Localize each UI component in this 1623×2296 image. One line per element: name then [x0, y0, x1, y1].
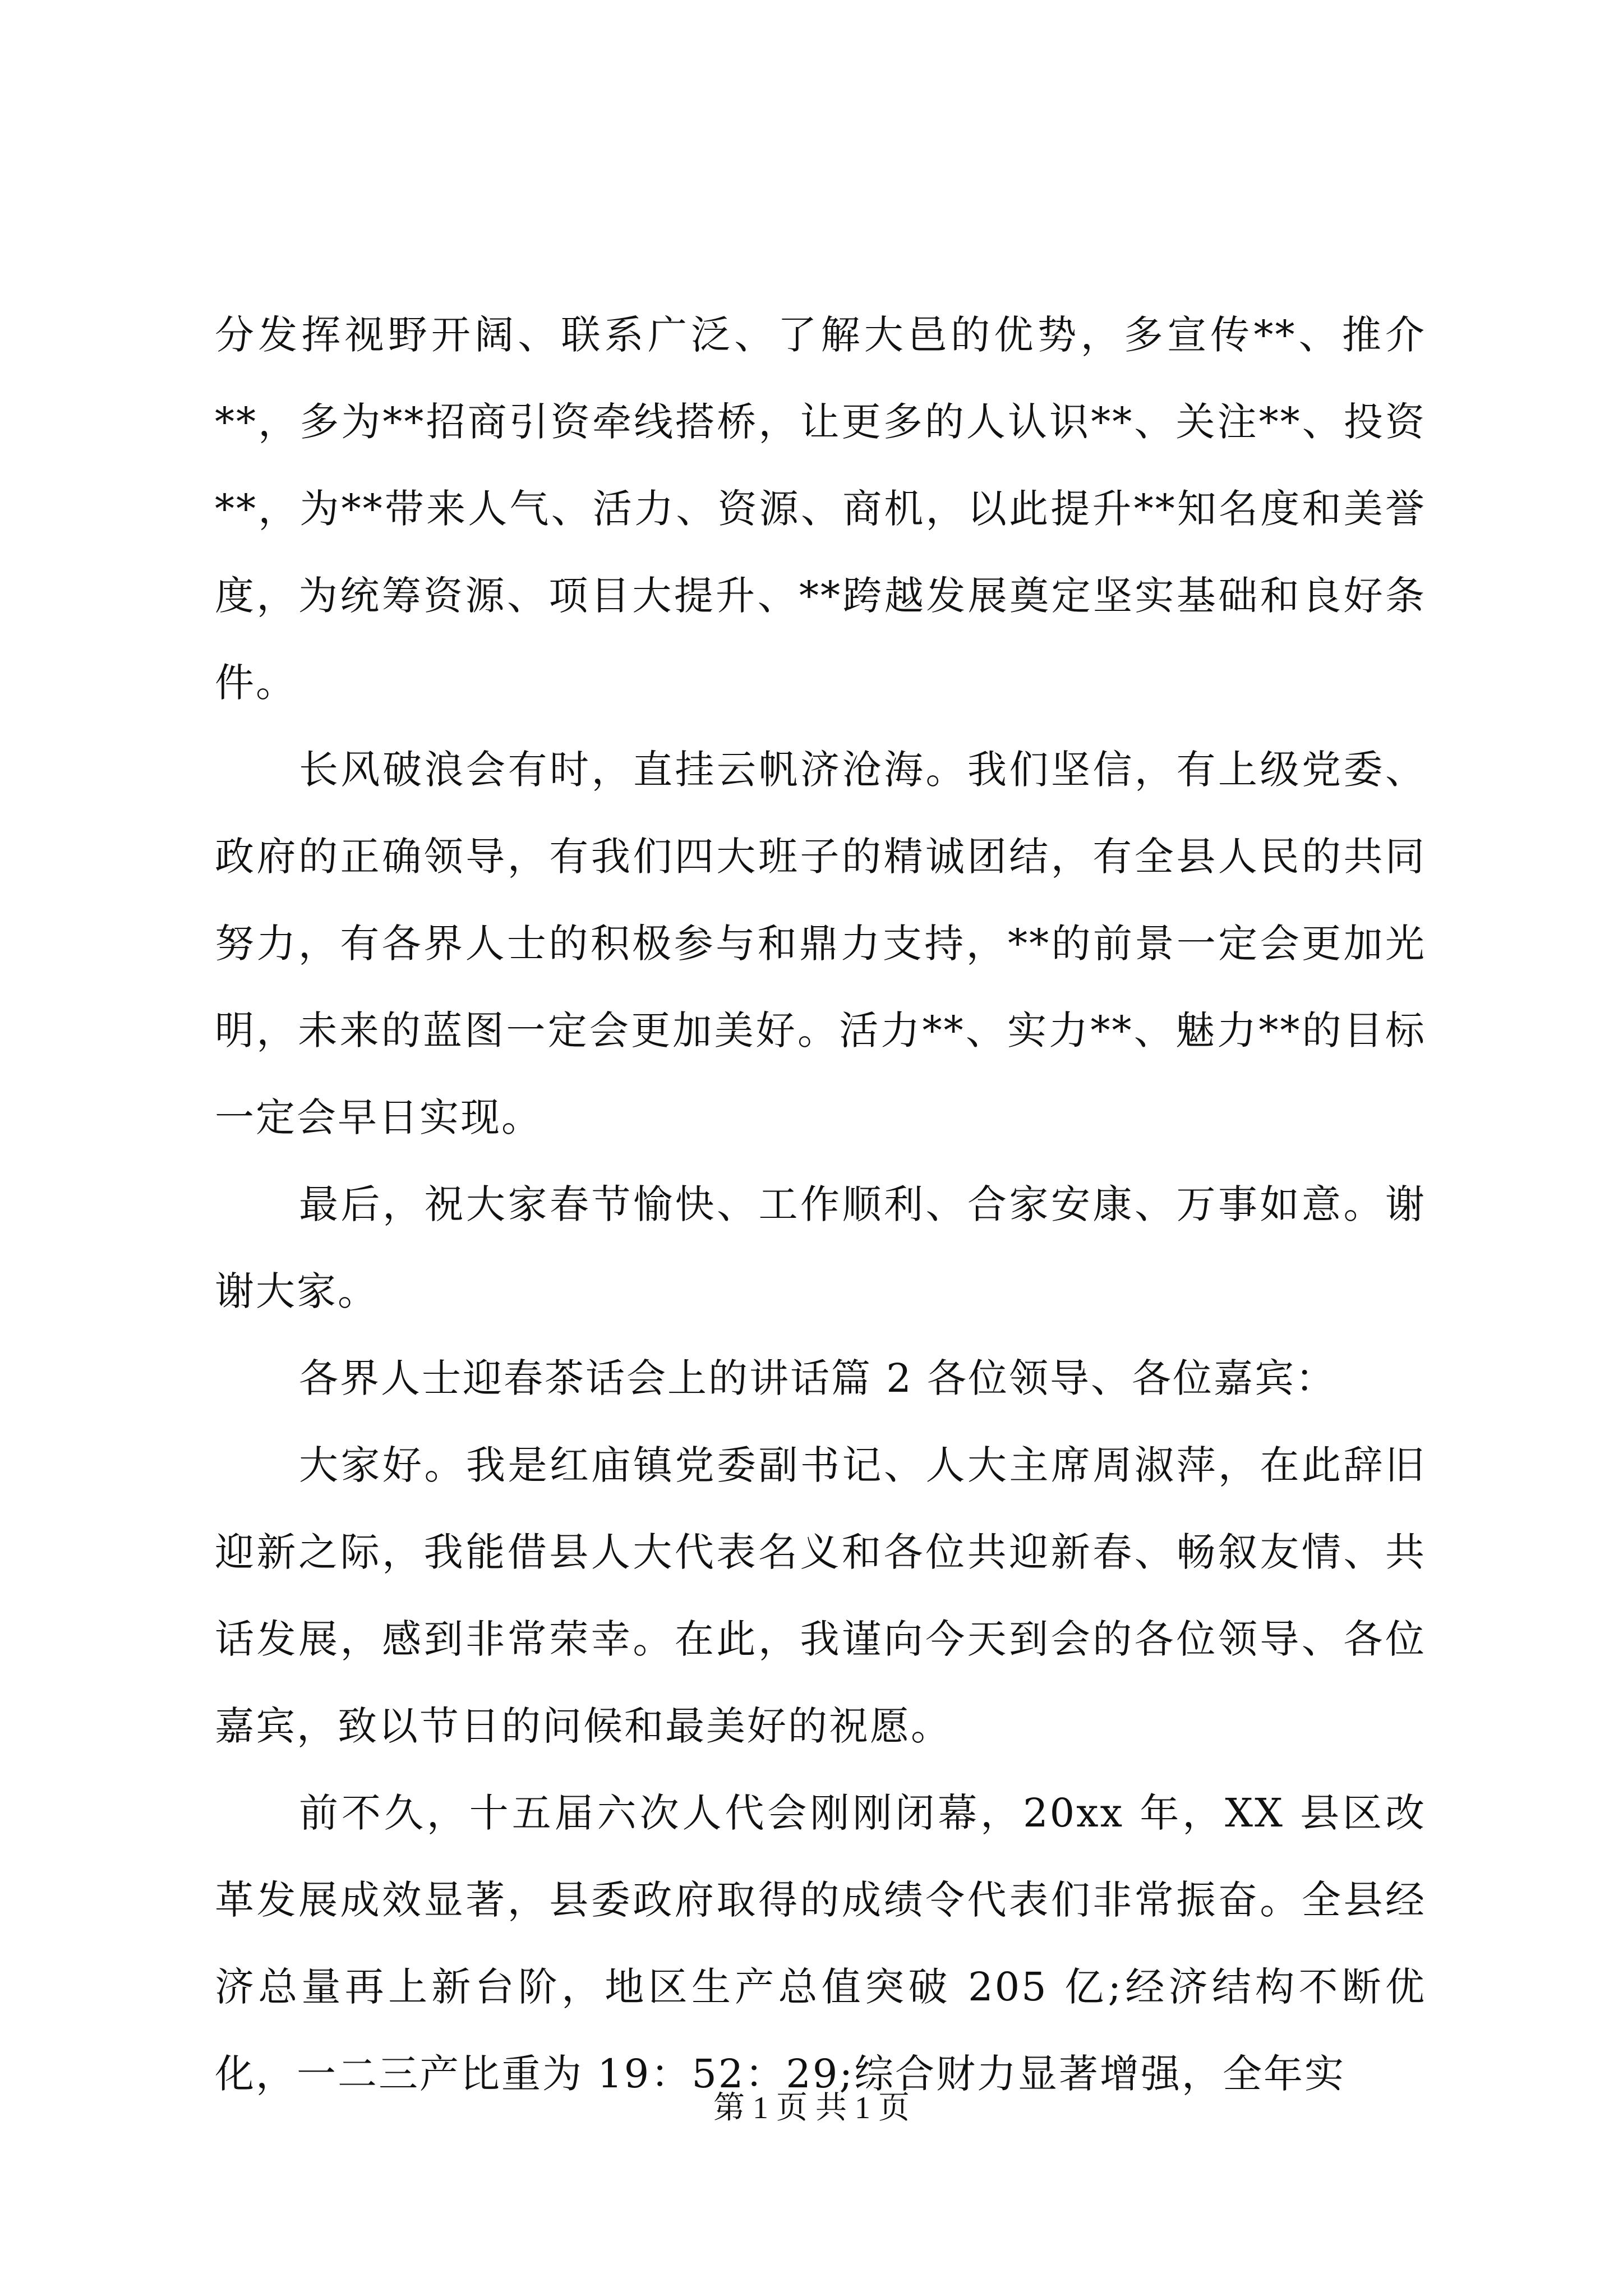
paragraph-1: 分发挥视野开阔、联系广泛、了解大邑的优势，多宣传**、推介**，多为**招商引资牵线搭桥，让更多的人认识**、关注**、投资**，为**带来人气、活力、资源、商机，以此提升**知名度和美誉度，为统筹资源、项目大提升、**跨越发展奠定坚实基础和良好条件。 — [215, 312, 1426, 706]
paragraph-3: 最后，祝大家春节愉快、工作顺利、合家安康、万事如意。谢谢大家。 — [215, 1181, 1426, 1314]
page-footer: 第 1 页 共 1 页 — [713, 2091, 910, 2125]
paragraph-4: 各界人士迎春茶话会上的讲话篇 2 各位领导、各位嘉宾： — [299, 1355, 1337, 1401]
paragraph-5: 大家好。我是红庙镇党委副书记、人大主席周淑萍，在此辞旧迎新之际，我能借县人大代表名义和各位共迎新春、畅叙友情、共话发展，感到非常荣幸。在此，我谨向今天到会的各位领导、各位嘉宾，致以节日的问候和最美好的祝愿。 — [215, 1442, 1426, 1749]
paragraph-2: 长风破浪会有时，直挂云帆济沧海。我们坚信，有上级党委、政府的正确领导，有我们四大班子的精诚团结，有全县人民的共同努力，有各界人士的积极参与和鼎力支持，**的前景一定会更加光明，未来的蓝图一定会更加美好。活力**、实力**、魅力**的目标一定会早日实现。 — [215, 747, 1426, 1140]
paragraph-6: 前不久，十五届六次人代会刚刚闭幕，20xx 年，XX 县区改革发展成效显著，县委政府取得的成绩令代表们非常振奋。全县经济总量再上新台阶，地区生产总值突破 205 亿;经济结构不断优化，一二三产比重为 19：52：29;综合财力显著增强，全年实 — [215, 1790, 1426, 2097]
document-body — [215, 292, 1426, 2118]
